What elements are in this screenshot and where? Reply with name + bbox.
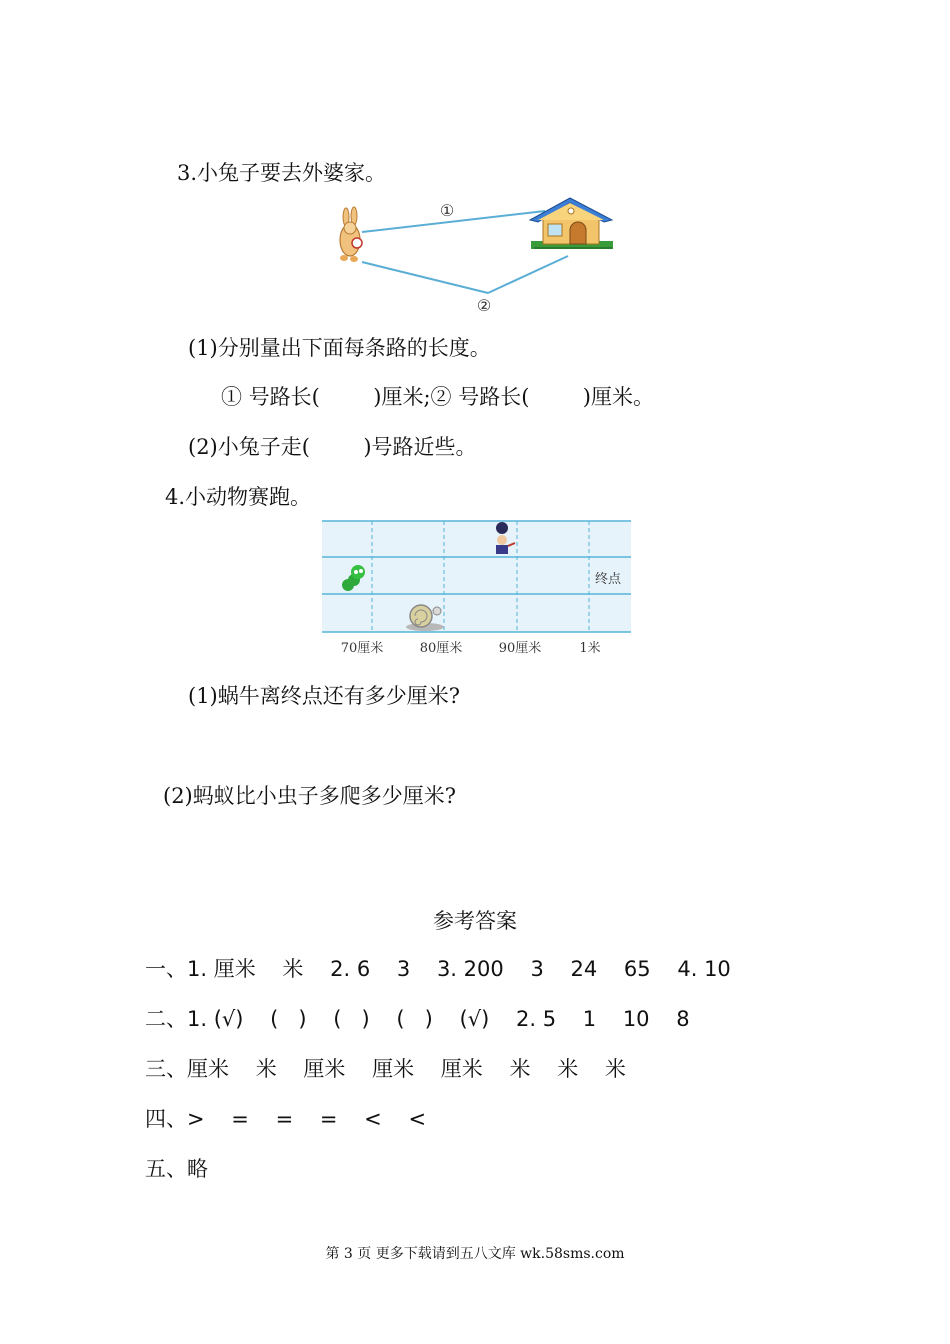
race-grid <box>322 521 631 632</box>
q3-sub2: (2)小兔子走( )号路近些。 <box>188 435 477 459</box>
q4-sub2: (2)蚂蚁比小虫子多爬多少厘米? <box>163 784 457 808</box>
answer-line-4: 四、> = = = < < <box>145 1107 427 1131</box>
answer-line-1: 一、1. 厘米 米 2. 6 3 3. 200 3 24 65 4. 10 <box>145 957 731 981</box>
finish-label: 终点 <box>594 572 622 587</box>
scale-label-1m: 1米 <box>579 641 601 656</box>
page-footer: 第 3 页 更多下载请到五八文库 wk.58sms.com <box>325 1246 625 1262</box>
route-1-marker: ① <box>439 201 455 220</box>
answer-line-2: 二、1. (√) ( ) ( ) ( ) (√) 2. 5 1 10 8 <box>145 1007 690 1031</box>
route-2-marker: ② <box>476 296 492 315</box>
answers-heading: 参考答案 <box>433 909 517 933</box>
rabbit-icon <box>340 207 362 262</box>
q3-sub1: (1)分别量出下面每条路的长度。 <box>188 336 491 360</box>
q3-sub1-fill: ① 号路长( )厘米;② 号路长( )厘米。 <box>221 385 655 409</box>
scale-label-90cm: 90厘米 <box>498 641 542 656</box>
route-2-line-b <box>488 256 568 293</box>
q3-title: 3.小兔子要去外婆家。 <box>177 161 387 185</box>
q4-sub1: (1)蜗牛离终点还有多少厘米? <box>188 684 461 708</box>
answer-line-3: 三、厘米 米 厘米 厘米 厘米 米 米 米 <box>145 1057 626 1081</box>
route-2-line-a <box>362 262 488 293</box>
answer-line-5: 五、略 <box>145 1157 208 1181</box>
house-icon <box>530 198 613 249</box>
scale-label-80cm: 80厘米 <box>419 641 463 656</box>
q4-title: 4.小动物赛跑。 <box>165 485 312 509</box>
scale-label-70cm: 70厘米 <box>340 641 384 656</box>
